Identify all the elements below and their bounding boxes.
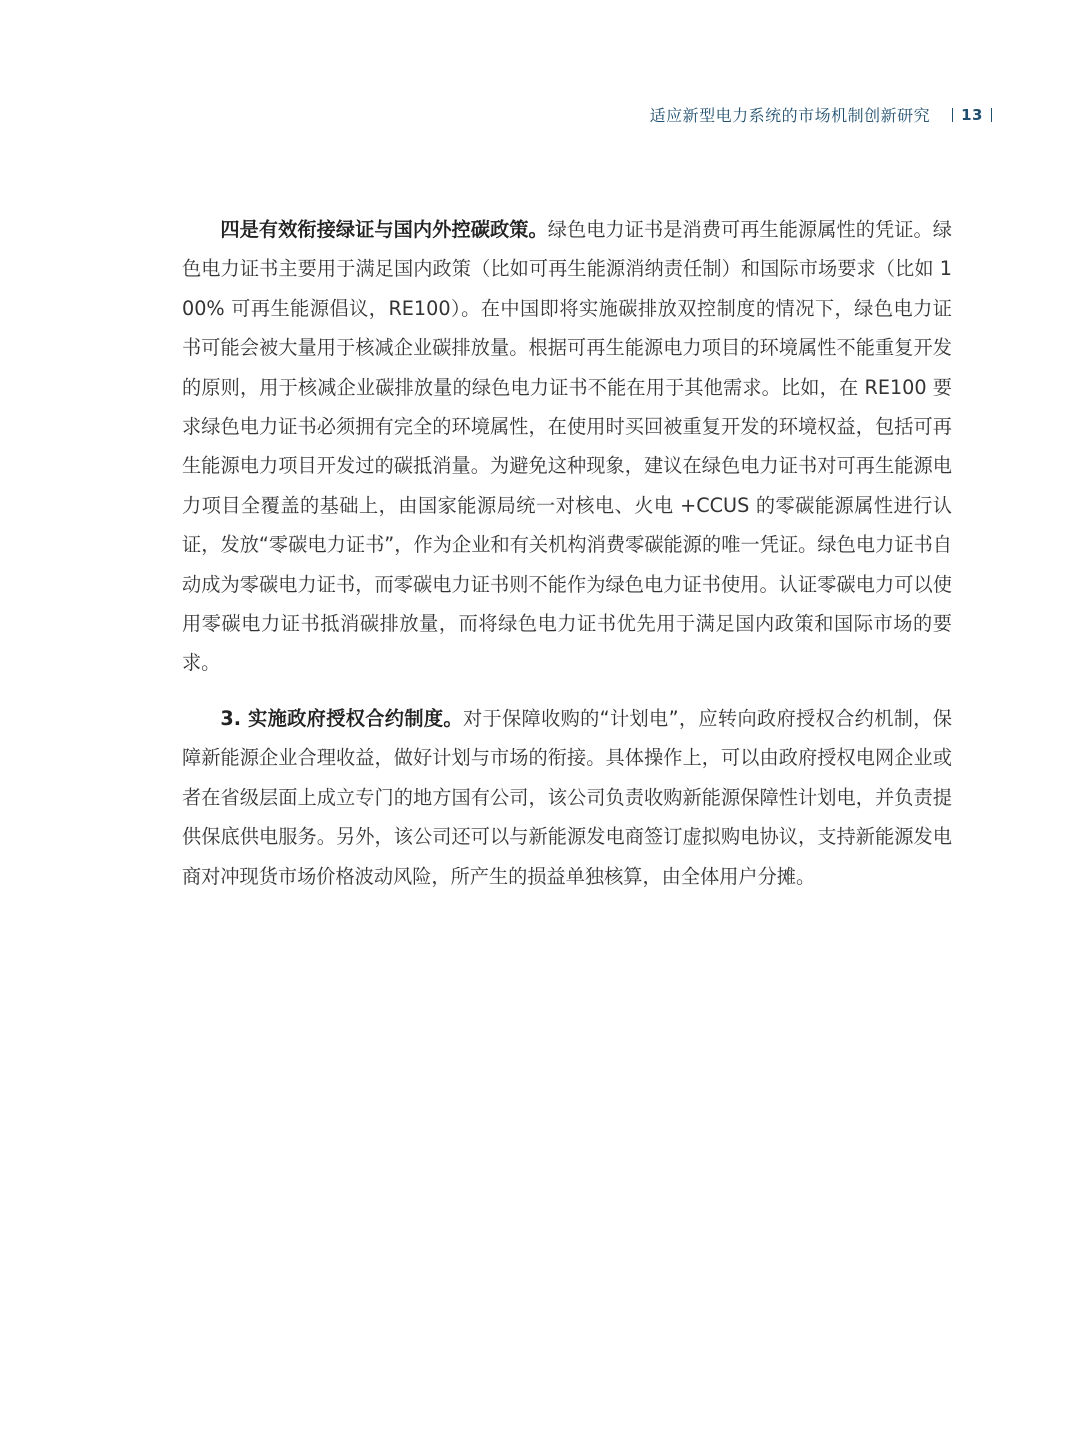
paragraph-text: 对于保障收购的“计划电”，应转向政府授权合约机制，保障新能源企业合理收益，做好计划与市场的衔接。具体操作上，可以由政府授权电网企业或者在省级层面上成立专门的地方国有公司，该公司负责收购新能源保障性计划电，并负责提供保底供电服务。另外，该公司还可以与新能源发电商签订虚拟购电协议，支持新能源发电商对冲现货市场价格波动风险，所产生的损益单独核算，由全体用户分摊。 [182, 706, 952, 888]
paragraph-government-contract [182, 699, 952, 896]
page-number: 13 [961, 105, 983, 124]
paragraph-heading: 四是有效衔接绿证与国内外控碳政策。 [220, 218, 548, 241]
paragraph-carbon-policy [182, 210, 952, 683]
document-title: 适应新型电力系统的市场机制创新研究 [649, 106, 931, 125]
body-content [182, 210, 952, 896]
running-header [650, 103, 992, 126]
divider-left [952, 108, 953, 122]
paragraph-text: 绿色电力证书是消费可再生能源属性的凭证。绿色电力证书主要用于满足国内政策（比如可再生能源消纳责任制）和国际市场要求（比如 100% 可再生能源倡议，RE100）。在中国即将实施碳排放双控制度的情况下，绿色电力证书可能会被大量用于核减企业碳排放量。根据可再生能源电力项目的环境属性不能重复开发的原则，用于核减企业碳排放量的绿色电力证书不能在用于其他需求。比如，在 RE100 要求绿色电力证书必须拥有完全的环境属性，在使用时买回被重复开发的环境权益，包括可再生能源电力项目开发过的碳抵消量。为避免这种现象，建议在绿色电力证书对可再生能源电力项目全覆盖的基础上，由国家能源局统一对核电、火电 +CCUS 的零碳能源属性进行认证，发放“零碳电力证书”，作为企业和有关机构消费零碳能源的唯一凭证。绿色电力证书自动成为零碳电力证书，而零碳电力证书则不能作为绿色电力证书使用。认证零碳电力可以使用零碳电力证书抵消碳排放量，而将绿色电力证书优先用于满足国内政策和国际市场的要求。 [182, 218, 952, 675]
paragraph-heading: 3. 实施政府授权合约制度。 [220, 706, 463, 730]
divider-right [991, 108, 992, 122]
